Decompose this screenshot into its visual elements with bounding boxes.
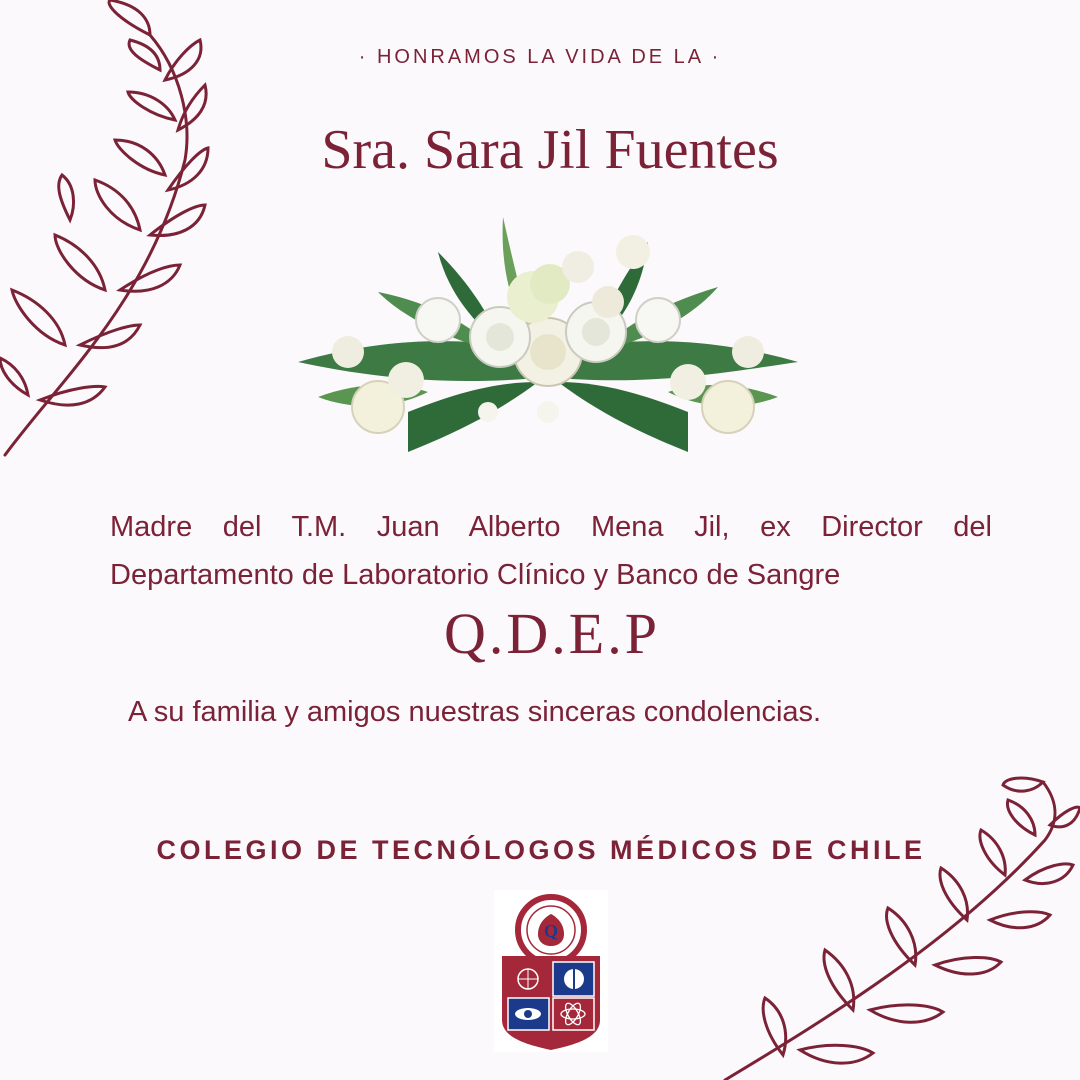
deceased-name: Sra. Sara Jil Fuentes	[321, 119, 779, 181]
flower-bouquet-icon	[288, 212, 808, 477]
condolences-text: A su familia y amigos nuestras sinceras condolencias.	[128, 696, 822, 728]
leaf-branch-top-left-icon	[0, 0, 210, 470]
leaf-branch-bottom-right-icon	[705, 770, 1080, 1080]
bouquet-flowers	[332, 235, 764, 433]
tribute-line-1: Madre del T.M. Juan Alberto Mena Jil, ex Director del	[110, 511, 992, 543]
qdep-text: Q.D.E.P	[444, 601, 660, 666]
organization-name: COLEGIO DE TECNÓLOGOS MÉDICOS DE CHILE	[156, 835, 926, 865]
tribute-text	[110, 503, 992, 599]
honor-kicker: · HONRAMOS LA VIDA DE LA ·	[358, 46, 722, 68]
medical-college-emblem-icon	[494, 890, 608, 1052]
svg-text:Q: Q	[543, 921, 559, 941]
tribute-line-2: Departamento de Laboratorio Clínico y Banco de Sangre	[110, 559, 841, 591]
